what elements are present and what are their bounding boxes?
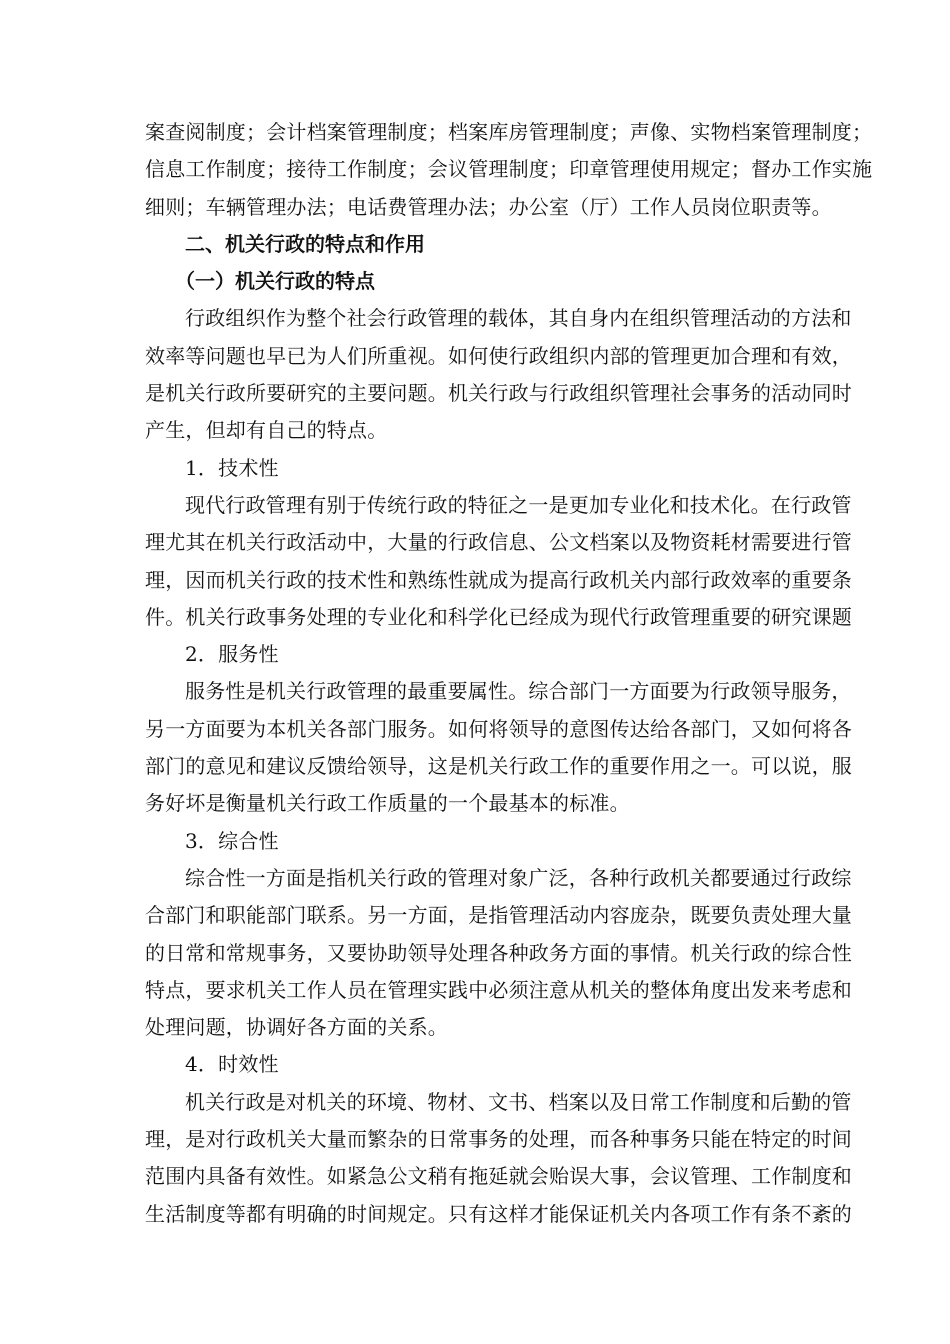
intro-line: 案查阅制度；会计档案管理制度；档案库房管理制度；声像、实物档案管理制度； xyxy=(145,120,873,144)
paragraph-line: 理，是对行政机关大量而繁杂的日常事务的处理，而各种事务只能在特定的时间 xyxy=(145,1127,852,1152)
item-title-service: 2．服务性 xyxy=(185,642,279,667)
paragraph-line: 特点，要求机关工作人员在管理实践中必须注意从机关的整体角度出发来考虑和 xyxy=(145,977,852,1002)
intro-line: 细则；车辆管理办法；电话费管理办法；办公室（厅）工作人员岗位职责等。 xyxy=(145,194,832,219)
paragraph-line: 理尤其在机关行政活动中，大量的行政信息、公文档案以及物资耗材需要进行管 xyxy=(145,530,852,555)
paragraph-line: 生活制度等都有明确的时间规定。只有这样才能保证机关内各项工作有条不紊的 xyxy=(145,1201,852,1226)
paragraph-line: 部门的意见和建议反馈给领导，这是机关行政工作的重要作用之一。可以说，服 xyxy=(145,754,852,779)
paragraph-line: 服务性是机关行政管理的最重要属性。综合部门一方面要为行政领导服务， xyxy=(185,679,852,704)
intro-line: 信息工作制度；接待工作制度；会议管理制度；印章管理使用规定；督办工作实施 xyxy=(145,157,873,182)
paragraph-line: 范围内具备有效性。如紧急公文稍有拖延就会贻误大事，会议管理、工作制度和 xyxy=(145,1164,852,1189)
document-page xyxy=(145,114,873,1233)
paragraph-line: 行政组织作为整个社会行政管理的载体，其自身内在组织管理活动的方法和 xyxy=(185,306,852,331)
paragraph-line: 是机关行政所要研究的主要问题。机关行政与行政组织管理社会事务的活动同时 xyxy=(145,381,852,406)
paragraph-line: 另一方面要为本机关各部门服务。如何将领导的意图传达给各部门，又如何将各 xyxy=(145,716,852,741)
paragraph-line: 的日常和常规事务，又要协助领导处理各种政务方面的事情。机关行政的综合性 xyxy=(145,940,852,965)
section-heading: 二、机关行政的特点和作用 xyxy=(185,231,425,256)
paragraph-line: 理，因而机关行政的技术性和熟练性就成为提高行政机关内部行政效率的重要条 xyxy=(145,567,852,592)
item-title-comprehensive: 3．综合性 xyxy=(185,828,279,853)
subsection-heading: （一）机关行政的特点 xyxy=(175,269,375,294)
item-title-timeliness: 4．时效性 xyxy=(185,1052,279,1077)
paragraph-line: 处理问题，协调好各方面的关系。 xyxy=(145,1015,448,1040)
item-title-technical: 1．技术性 xyxy=(185,455,279,480)
paragraph-line: 综合性一方面是指机关行政的管理对象广泛，各种行政机关都要通过行政综 xyxy=(185,865,852,890)
paragraph-line: 产生，但却有自己的特点。 xyxy=(145,418,388,443)
paragraph-line: 件。机关行政事务处理的专业化和科学化已经成为现代行政管理重要的研究课题 xyxy=(145,604,852,629)
paragraph-line: 现代行政管理有别于传统行政的特征之一是更加专业化和技术化。在行政管 xyxy=(185,492,852,517)
paragraph-line: 务好坏是衡量机关行政工作质量的一个最基本的标准。 xyxy=(145,791,630,816)
paragraph-line: 机关行政是对机关的环境、物材、文书、档案以及日常工作制度和后勤的管 xyxy=(185,1089,852,1114)
paragraph-line: 效率等问题也早已为人们所重视。如何使行政组织内部的管理更加合理和有效， xyxy=(145,343,852,368)
paragraph-line: 合部门和职能部门联系。另一方面，是指管理活动内容庞杂，既要负责处理大量 xyxy=(145,903,852,928)
